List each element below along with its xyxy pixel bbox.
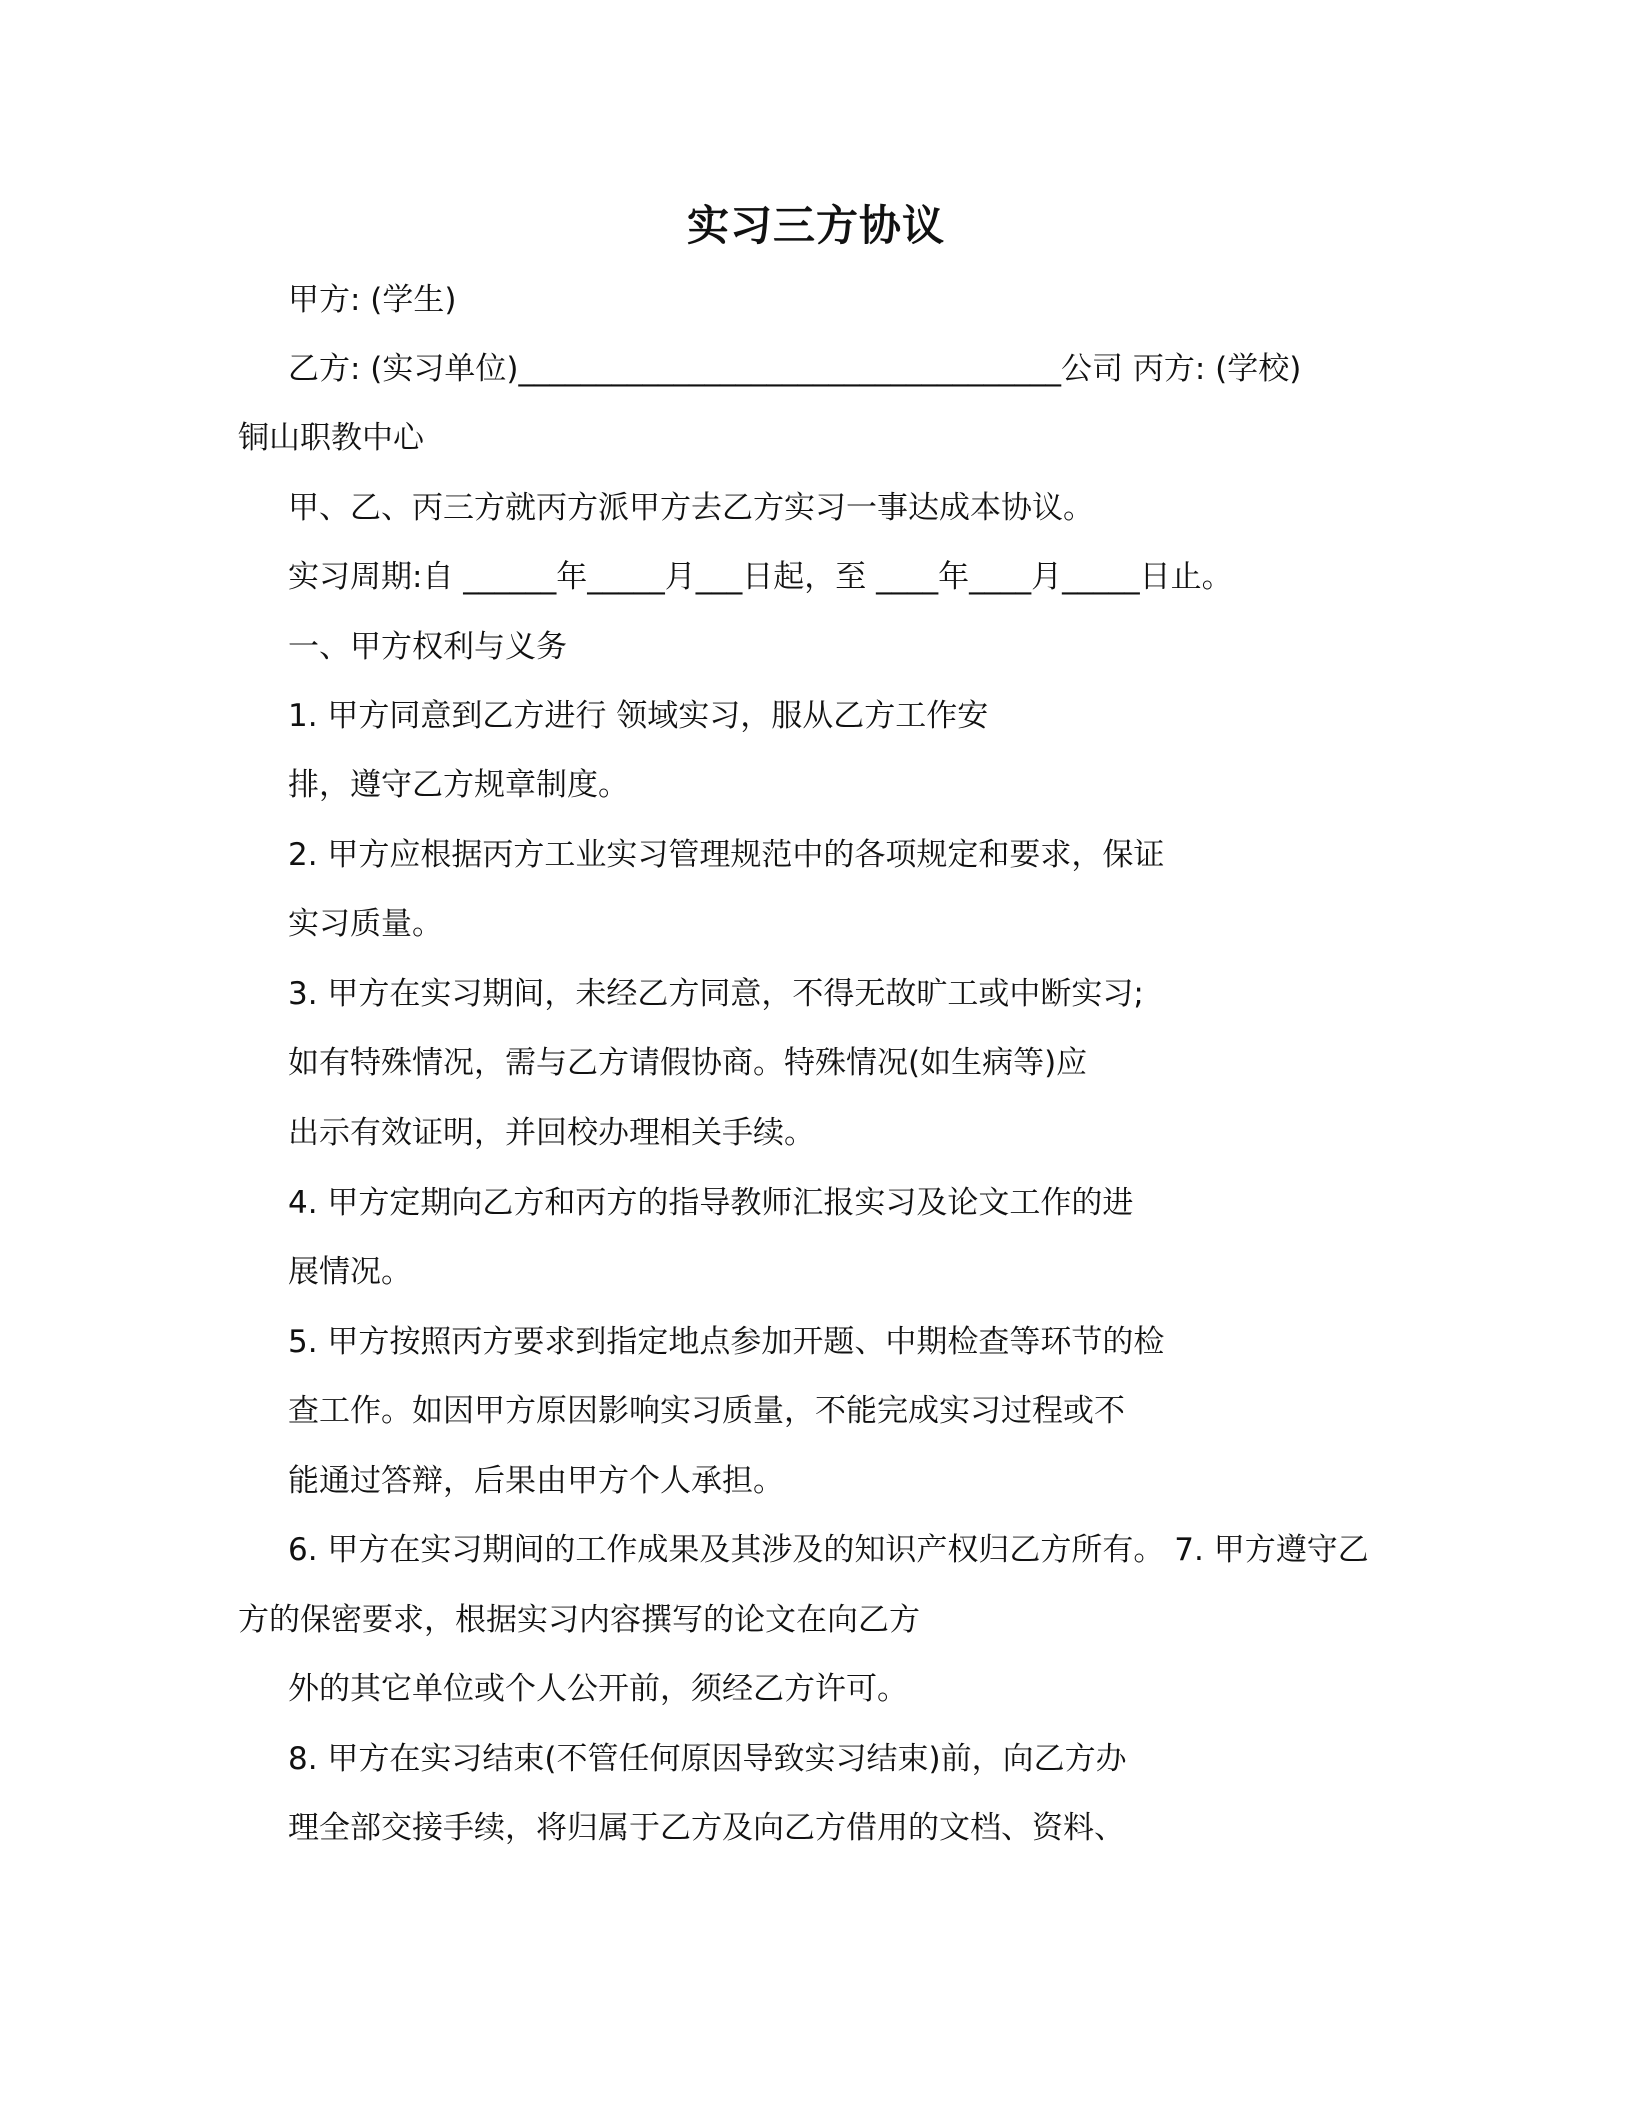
clause-text: 出示有效证明，并回校办理相关手续。 <box>288 1115 815 1151</box>
clause-text: 展情况。 <box>288 1254 412 1290</box>
section-heading: 一、甲方权利与义务 <box>288 629 567 665</box>
clause-text: 能通过答辩，后果由甲方个人承担。 <box>288 1463 784 1499</box>
clause-text: 2. 甲方应根据丙方工业实习管理规范中的各项规定和要求，保证 <box>288 837 1165 873</box>
clause-text: 理全部交接手续，将归属于乙方及向乙方借用的文档、资料、 <box>288 1810 1125 1846</box>
clause-text: 8. 甲方在实习结束(不管任何原因导致实习结束)前，向乙方办 <box>288 1741 1127 1777</box>
clause-text: 查工作。如因甲方原因影响实习质量，不能完成实习过程或不 <box>288 1393 1125 1429</box>
document-title: 实习三方协议 <box>686 201 945 250</box>
party-b-c-line: 乙方: (实习单位)___________________________________公司 丙方: (学校) <box>288 351 1302 387</box>
clause-text: 3. 甲方在实习期间，未经乙方同意，不得无故旷工或中断实习; <box>288 976 1144 1012</box>
clause-text: 1. 甲方同意到乙方进行 领域实习，服从乙方工作安 <box>288 698 989 734</box>
clause-text: 5. 甲方按照丙方要求到指定地点参加开题、中期检查等环节的检 <box>288 1324 1165 1360</box>
internship-period: 实习周期:自 ______年_____月___日起，至 ____年____月_____日止。 <box>288 559 1233 595</box>
clause-text: 6. 甲方在实习期间的工作成果及其涉及的知识产权归乙方所有。 7. 甲方遵守乙 <box>288 1532 1369 1568</box>
clause-text: 排，遵守乙方规章制度。 <box>288 767 629 803</box>
school-name-line: 铜山职教中心 <box>238 420 424 456</box>
clause-text: 如有特殊情况，需与乙方请假协商。特殊情况(如生病等)应 <box>288 1045 1088 1081</box>
agreement-intro: 甲、乙、丙三方就丙方派甲方去乙方实习一事达成本协议。 <box>288 490 1094 526</box>
clause-text: 实习质量。 <box>288 906 443 942</box>
clause-text: 4. 甲方定期向乙方和丙方的指导教师汇报实习及论文工作的进 <box>288 1185 1134 1221</box>
clause-text: 外的其它单位或个人公开前，须经乙方许可。 <box>288 1671 908 1707</box>
party-a-line: 甲方: (学生) <box>288 282 457 318</box>
clause-text: 方的保密要求，根据实习内容撰写的论文在向乙方 <box>238 1602 920 1638</box>
